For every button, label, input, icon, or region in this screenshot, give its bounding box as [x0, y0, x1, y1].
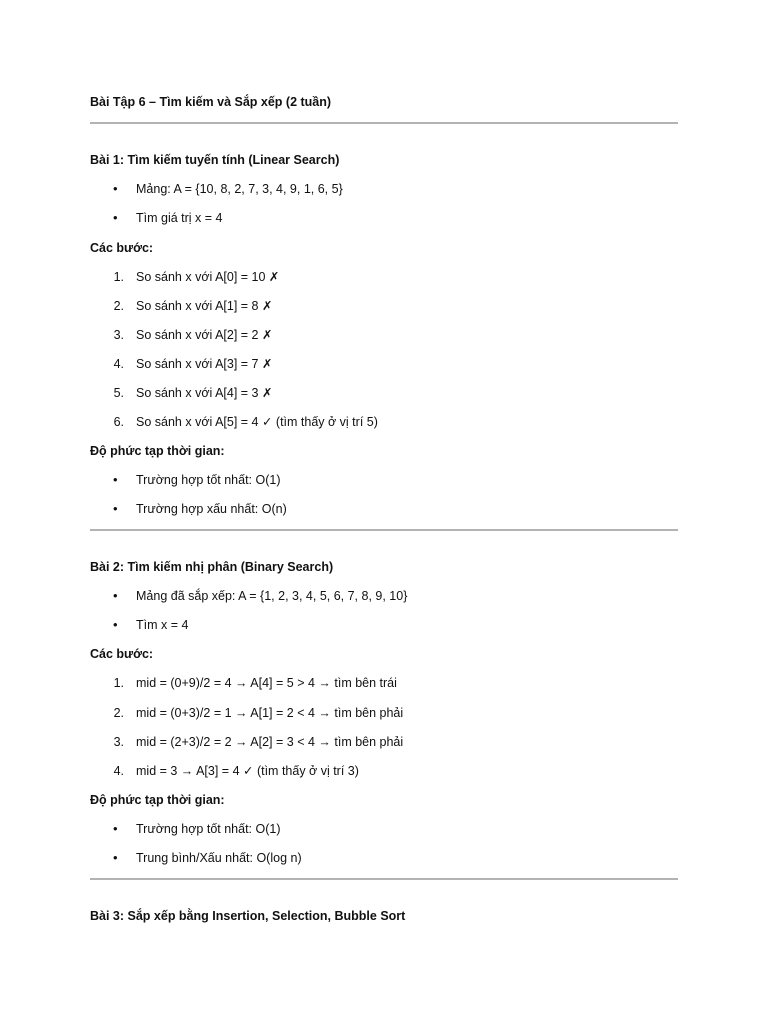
section-2-complexity-label: Độ phức tạp thời gian: [90, 793, 225, 807]
bullet-marker: • [113, 588, 118, 603]
divider [90, 878, 678, 880]
list-number: 1. [113, 676, 124, 690]
list-number: 3. [113, 328, 124, 342]
section-2-bullet: Mảng đã sắp xếp: A = {1, 2, 3, 4, 5, 6, 7, 8, 9, 10} [136, 589, 408, 603]
bullet-marker: • [113, 850, 118, 865]
section-3-heading: Bài 3: Sắp xếp bằng Insertion, Selection, Bubble Sort [90, 909, 406, 923]
bullet-marker: • [113, 501, 118, 516]
section-2-step: mid = (2+3)/2 = 2 → A[2] = 3 < 4 → tìm bên phải [136, 735, 404, 749]
bullet-marker: • [113, 472, 118, 487]
section-2-complexity: Trung bình/Xấu nhất: O(log n) [136, 851, 302, 865]
section-2-heading: Bài 2: Tìm kiếm nhị phân (Binary Search) [90, 560, 334, 574]
list-number: 6. [113, 415, 124, 429]
document-title: Bài Tập 6 – Tìm kiếm và Sắp xếp (2 tuần) [90, 95, 332, 109]
section-1-bullet: Tìm giá trị x = 4 [136, 211, 223, 225]
bullet-marker: • [113, 821, 118, 836]
section-1-steps-label: Các bước: [90, 241, 154, 255]
bullet-marker: • [113, 617, 118, 632]
section-1-complexity-label: Độ phức tạp thời gian: [90, 444, 225, 458]
section-2-step: mid = (0+9)/2 = 4 → A[4] = 5 > 4 → tìm bên trái [136, 676, 397, 690]
section-1-step: So sánh x với A[3] = 7 ✗ [136, 357, 273, 371]
section-1-step: So sánh x với A[2] = 2 ✗ [136, 328, 273, 342]
bullet-marker: • [113, 210, 118, 225]
section-2-complexity: Trường hợp tốt nhất: O(1) [136, 822, 281, 836]
list-number: 2. [113, 706, 124, 720]
section-2-bullet: Tìm x = 4 [136, 618, 189, 632]
divider [90, 122, 678, 124]
section-1-step: So sánh x với A[1] = 8 ✗ [136, 299, 273, 313]
list-number: 2. [113, 299, 124, 313]
bullet-marker: • [113, 181, 118, 196]
section-1-complexity: Trường hợp xấu nhất: O(n) [136, 502, 287, 516]
section-1-complexity: Trường hợp tốt nhất: O(1) [136, 473, 281, 487]
section-1-step: So sánh x với A[5] = 4 ✓ (tìm thấy ở vị trí 5) [136, 415, 378, 429]
section-2-step: mid = (0+3)/2 = 1 → A[1] = 2 < 4 → tìm bên phải [136, 706, 404, 720]
section-1-step: So sánh x với A[4] = 3 ✗ [136, 386, 273, 400]
list-number: 4. [113, 764, 124, 778]
list-number: 5. [113, 386, 124, 400]
section-1-bullet: Mảng: A = {10, 8, 2, 7, 3, 4, 9, 1, 6, 5} [136, 182, 343, 196]
list-number: 1. [113, 270, 124, 284]
section-2-steps-label: Các bước: [90, 647, 154, 661]
divider [90, 529, 678, 531]
section-2-step: mid = 3 → A[3] = 4 ✓ (tìm thấy ở vị trí 3) [136, 764, 359, 778]
list-number: 3. [113, 735, 124, 749]
section-1-heading: Bài 1: Tìm kiếm tuyến tính (Linear Search) [90, 153, 340, 167]
section-1-step: So sánh x với A[0] = 10 ✗ [136, 270, 280, 284]
list-number: 4. [113, 357, 124, 371]
